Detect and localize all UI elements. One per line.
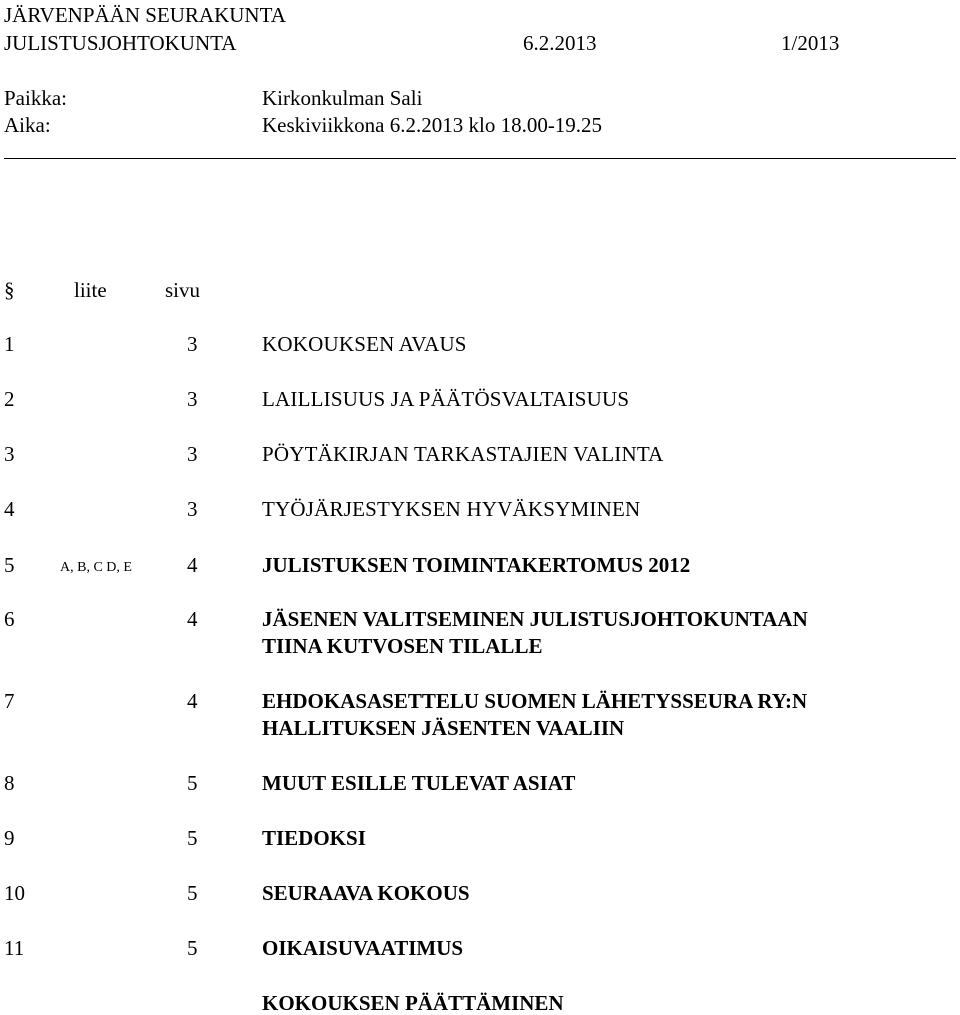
item-page: 3 — [187, 442, 198, 466]
item-title: KOKOUKSEN PÄÄTTÄMINEN — [262, 991, 564, 1015]
item-title: OIKAISUVAATIMUS — [262, 936, 464, 960]
time-value: Keskiviikkona 6.2.2013 klo 18.00-19.25 — [262, 113, 603, 137]
item-title: KOKOUKSEN AVAUS — [262, 332, 467, 356]
place-value: Kirkonkulman Sali — [262, 86, 423, 110]
attachment-heading: liite — [74, 278, 107, 302]
document-number: 1/2013 — [781, 31, 840, 55]
item-page: 5 — [187, 826, 198, 850]
item-title: MUUT ESILLE TULEVAT ASIAT — [262, 771, 576, 795]
item-title: LAILLISUUS JA PÄÄTÖSVALTAISUUS — [262, 387, 630, 411]
time-label: Aika: — [4, 113, 51, 137]
place-label: Paikka: — [4, 86, 67, 110]
item-page: 3 — [187, 497, 198, 521]
organization-name: JÄRVENPÄÄN SEURAKUNTA — [4, 3, 286, 27]
item-number: 7 — [4, 689, 15, 713]
header-divider — [4, 158, 956, 159]
item-number: 6 — [4, 607, 15, 631]
item-title: EHDOKASASETTELU SUOMEN LÄHETYSSEURA RY:N — [262, 689, 808, 713]
item-page: 5 — [187, 771, 198, 795]
item-title: PÖYTÄKIRJAN TARKASTAJIEN VALINTA — [262, 442, 664, 466]
item-number: 3 — [4, 442, 15, 466]
item-title-continued: HALLITUKSEN JÄSENTEN VAALIIN — [262, 716, 625, 740]
page-heading: sivu — [165, 278, 201, 302]
meeting-date: 6.2.2013 — [523, 31, 597, 55]
item-number: 4 — [4, 497, 15, 521]
item-number: 2 — [4, 387, 15, 411]
item-page: 3 — [187, 332, 198, 356]
item-title: JULISTUKSEN TOIMINTAKERTOMUS 2012 — [262, 553, 691, 577]
item-page: 4 — [187, 553, 198, 577]
item-attachments: A, B, C D, E — [60, 560, 132, 575]
item-number: 10 — [4, 881, 25, 905]
item-title: TYÖJÄRJESTYKSEN HYVÄKSYMINEN — [262, 497, 641, 521]
item-number: 11 — [4, 936, 25, 960]
item-title-continued: TIINA KUTVOSEN TILALLE — [262, 634, 543, 658]
item-title: TIEDOKSI — [262, 826, 366, 850]
item-number: 9 — [4, 826, 15, 850]
item-title: SEURAAVA KOKOUS — [262, 881, 470, 905]
item-page: 4 — [187, 607, 198, 631]
item-page: 3 — [187, 387, 198, 411]
committee-name: JULISTUSJOHTOKUNTA — [4, 31, 237, 55]
item-title: JÄSENEN VALITSEMINEN JULISTUSJOHTOKUNTAAN — [262, 607, 808, 631]
item-page: 5 — [187, 881, 198, 905]
item-number: 5 — [4, 553, 15, 577]
section-sign-heading: § — [4, 278, 15, 302]
item-page: 4 — [187, 689, 198, 713]
item-number: 8 — [4, 771, 15, 795]
item-page: 5 — [187, 936, 198, 960]
item-number: 1 — [4, 332, 15, 356]
